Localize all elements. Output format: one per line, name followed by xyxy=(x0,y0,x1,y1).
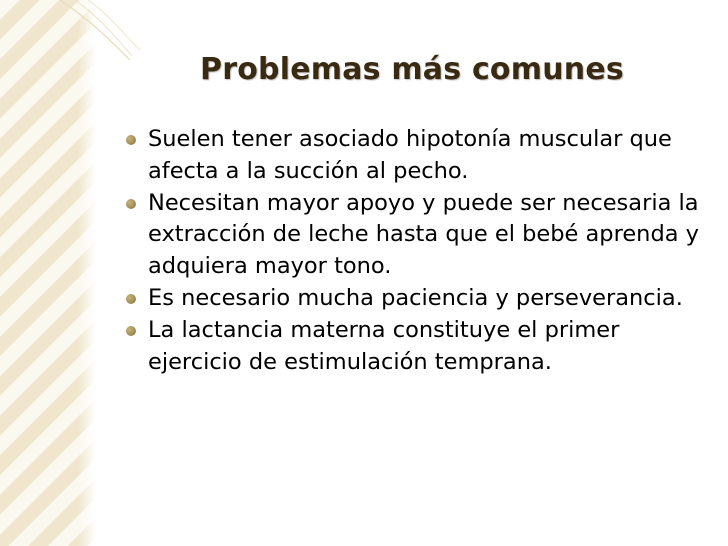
bullet-list xyxy=(124,124,714,378)
bullet-item xyxy=(124,283,714,315)
slide-title: Problemas más comunes xyxy=(200,52,624,87)
bullet-text: La lactancia materna constituye el primer ejercicio de estimulación temprana. xyxy=(148,316,620,375)
bullet-text: Suelen tener asociado hipotonía muscular que afecta a la succión al pecho. xyxy=(148,126,672,184)
bullet-dot-icon xyxy=(126,199,136,209)
bullet-dot-icon xyxy=(126,135,136,145)
bullet-text: Necesitan mayor apoyo y puede ser necesaria la extracción de leche hasta que el bebé aprenda y adquiera mayor tono. xyxy=(148,189,699,280)
bullet-text: Es necesario mucha paciencia y perseverancia. xyxy=(148,284,683,311)
bullet-dot-icon xyxy=(126,326,136,336)
bullet-dot-icon xyxy=(126,294,136,304)
bullet-item xyxy=(124,315,714,379)
bullet-item xyxy=(124,188,714,283)
bullet-item xyxy=(124,124,714,188)
decorative-curves xyxy=(0,0,728,60)
decorative-left-band xyxy=(0,0,96,546)
